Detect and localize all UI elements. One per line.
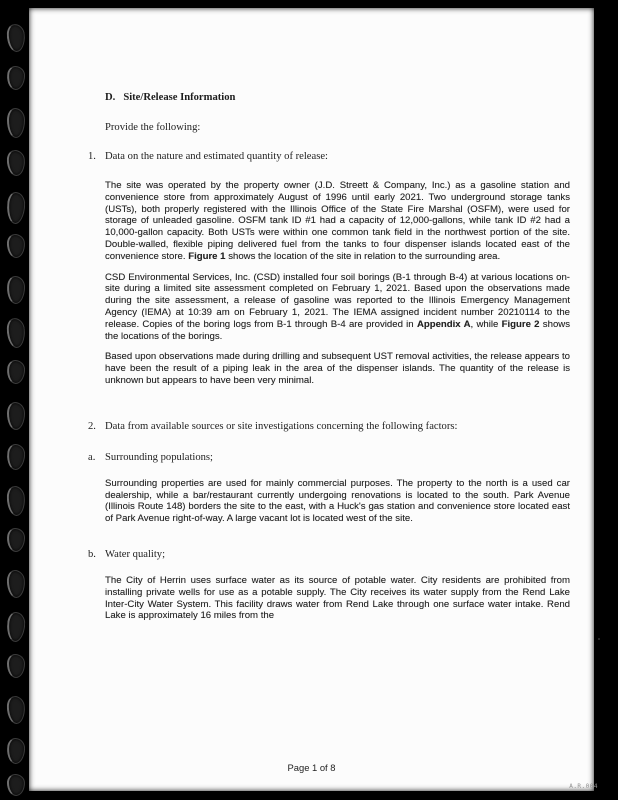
numbered-item-2 (88, 420, 570, 433)
scan-artifact-dot (598, 638, 600, 640)
binder-hole-mark (7, 360, 26, 385)
binder-hole-mark (6, 444, 25, 471)
binder-hole-mark (6, 486, 26, 517)
paragraph-release-history (105, 180, 570, 263)
sub-item-b-letter: b. (88, 548, 96, 560)
paragraph-text: shows the locations of the borings. (105, 318, 571, 342)
paragraph-release-cause: Based upon observations made during drilling and subsequent UST removal activities, the release appears to have been the result of a piping leak in the area of the dispenser islands. The quantity of the release is unknown but appears to have been very minimal. (105, 351, 570, 386)
item-2-number: 2. (88, 420, 96, 432)
item-1-text: Data on the nature and estimated quantity of release: (105, 151, 328, 162)
figure-2-ref: Figure 2 (501, 318, 540, 330)
paragraph-text: , while (470, 318, 502, 330)
binder-hole-mark (7, 570, 26, 599)
appendix-a-ref: Appendix A (416, 318, 471, 330)
figure-1-ref: Figure 1 (188, 250, 226, 262)
sub-item-b-text: Water quality; (105, 548, 166, 560)
section-label: D. (105, 92, 116, 103)
item-1-number: 1. (88, 151, 96, 162)
paragraph-surrounding-populations: Surrounding properties are used for mainly commercial purposes. The property to the north is a used car dealership, while a bar/restaurant currently undergoing renovations is located to the south. Park Avenue (Illinois Route 148) borders the site to the east, with a Huck's gas station and convenience store located east of Park Avenue right-of-way. A large vacant lot is located west of the site. (105, 477, 570, 525)
paragraph-text: CSD Environmental Services, Inc. (CSD) installed four soil borings (B-1 through B-4) at various locations on-site during a limited site assessment completed on February 1, 2021. Based upon the observations made during the site assessment, a release of gasoline was reported to the Illinois Emergency Management Agency (IEMA) at 10:39 am on February 1, 2021. The IEMA assigned incident number 20210114 to the release. Copies of the boring logs from B-1 through B-4 are provided in (105, 271, 570, 330)
binder-hole-mark (7, 66, 26, 91)
item-2-text: Data from available sources or site investigations concerning the following factors: (105, 420, 458, 432)
paragraph-text: The site was operated by the property owner (J.D. Streett & Company, Inc.) as a gasoline station and convenience store from approximately August of 1996 until early 2021. Two underground storage tanks (USTs), both properly registered with the Illinois Office of the State Fire Marshal (OSFM), were used for storage of unleaded gasoline. OSFM tank ID #1 had a capacity of 12,000-gallons, while tank ID #2 had a 10,000-gallon capacity. Both USTs were within one common tank field in the northwest portion of the site. Double-walled, flexible piping delivered fuel from the tanks to four dispenser islands located east of the convenience store. (105, 180, 570, 262)
section-heading (105, 92, 570, 104)
paragraph-borings (105, 272, 570, 343)
binder-hole-mark (6, 696, 25, 725)
binder-hole-mark (6, 192, 26, 225)
binder-hole-mark (7, 108, 25, 138)
paragraph-water-quality: The City of Herrin uses surface water as its source of potable water. City residents are prohibited from installing private wells for use as a potable supply. The City receives its water supply from the Rend Lake Inter-City Water System. This facility draws water from Rend Lake through one surface water intake. Rend Lake is approximately 16 miles from the (105, 574, 570, 622)
binder-hole-mark (7, 774, 25, 796)
binder-hole-mark (7, 276, 25, 304)
binder-hole-mark (7, 402, 25, 430)
binder-hole-mark (7, 738, 26, 765)
sub-item-a-text: Surrounding populations; (105, 451, 213, 463)
binder-hole-mark (6, 611, 26, 642)
binder-holes (0, 0, 29, 800)
page-content (88, 92, 571, 631)
scanned-page (29, 8, 594, 791)
binder-hole-mark (7, 234, 26, 259)
sub-item-b (88, 548, 570, 561)
sub-item-a-letter: a. (88, 451, 96, 463)
intro-line: Provide the following: (105, 122, 201, 133)
paragraph-text: shows the location of the site in relation to the surrounding area. (225, 250, 501, 262)
numbered-item-1 (88, 151, 570, 163)
bates-stamp: A.R.004 (569, 783, 598, 790)
binder-hole-mark (7, 528, 25, 552)
page-number-footer: Page 1 of 8 (287, 762, 336, 773)
binder-hole-mark (6, 23, 26, 52)
binder-hole-mark (6, 317, 26, 348)
binder-hole-mark (6, 150, 25, 177)
section-title: Site/Release Information (123, 92, 236, 103)
sub-item-a (88, 451, 570, 464)
binder-hole-mark (7, 654, 25, 678)
